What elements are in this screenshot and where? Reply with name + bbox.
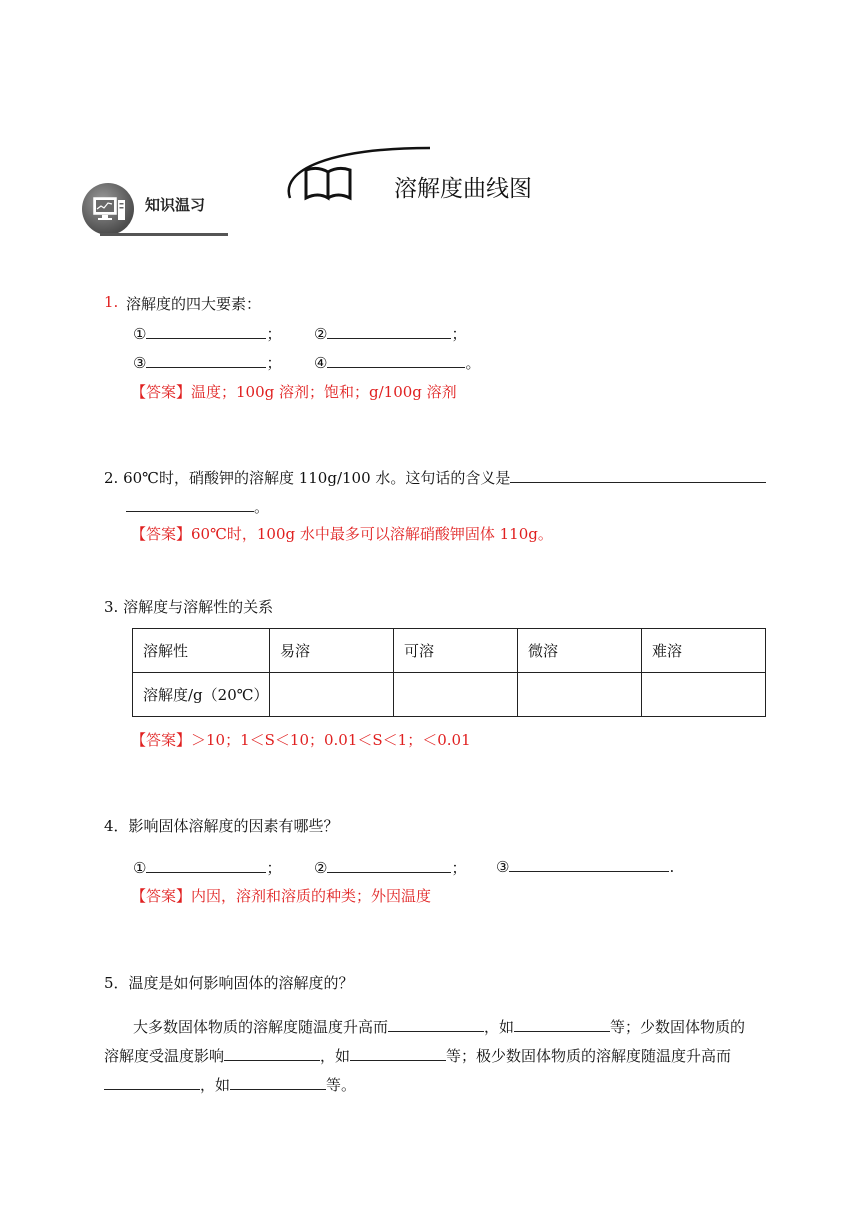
table-cell: 易溶: [270, 629, 394, 673]
q5-text: 5．温度是如何影响固体的溶解度的？: [104, 974, 354, 992]
q1-number: 1.: [104, 293, 119, 311]
section-badge-label: 知识温习: [145, 196, 206, 214]
q4-text: 4．影响固体溶解度的因素有哪些？: [104, 817, 339, 835]
q3-answer: 【答案】＞10；1＜S＜10；0.01＜S＜1；＜0.01: [131, 731, 471, 749]
blank-field[interactable]: [230, 1075, 326, 1090]
table-cell-blank[interactable]: [642, 673, 766, 717]
q1-item-2: ② ；: [314, 325, 467, 343]
q4-answer: 【答案】内因，溶剂和溶质的种类；外因温度: [131, 887, 432, 905]
q4-item-3: ③ .: [496, 858, 675, 876]
badge-underline: [100, 233, 228, 236]
blank-field[interactable]: [327, 353, 465, 368]
table-cell: 溶解性: [133, 629, 270, 673]
page-title: 溶解度曲线图: [394, 176, 532, 202]
q5-line-2: 溶解度受温度影响 ，如 等；极少数固体物质的溶解度随温度升高而: [104, 1047, 732, 1065]
table-row: [133, 673, 766, 717]
q1-item-1: ① ；: [133, 325, 282, 343]
table-row: [133, 629, 766, 673]
q2-continuation: 。: [126, 496, 269, 517]
blank-field[interactable]: [146, 324, 266, 339]
q4-item-2: ② ；: [314, 859, 467, 877]
blank-field[interactable]: [327, 324, 451, 339]
blank-field[interactable]: [388, 1017, 484, 1032]
table-cell-blank[interactable]: [518, 673, 642, 717]
table-cell: 微溶: [518, 629, 642, 673]
q3-text: 3. 溶解度与溶解性的关系: [104, 598, 274, 616]
table-cell: 难溶: [642, 629, 766, 673]
blank-field[interactable]: [514, 1017, 610, 1032]
table-cell-blank[interactable]: [394, 673, 518, 717]
q1-item-4: ④ 。: [314, 354, 481, 372]
q1-text: 溶解度的四大要素：: [126, 295, 262, 313]
blank-field[interactable]: [126, 497, 254, 512]
blank-field[interactable]: [509, 857, 669, 872]
blank-field[interactable]: [146, 858, 266, 873]
blank-field[interactable]: [104, 1075, 200, 1090]
solubility-table: [132, 628, 766, 717]
blank-field[interactable]: [510, 468, 766, 483]
blank-field[interactable]: [327, 858, 451, 873]
table-cell: 可溶: [394, 629, 518, 673]
q5-line-1: 大多数固体物质的溶解度随温度升高而 ，如 等；少数固体物质的: [133, 1018, 746, 1036]
monitor-icon: [92, 195, 128, 225]
q2-answer: 【答案】60℃时，100g 水中最多可以溶解硝酸钾固体 110g。: [131, 525, 553, 543]
q5-line-3: ，如 等。: [104, 1074, 356, 1095]
q1-answer: 【答案】温度；100g 溶剂；饱和；g/100g 溶剂: [131, 383, 457, 401]
q2-text: 2. 60℃时，硝酸钾的溶解度 110g/100 水。这句话的含义是: [104, 467, 766, 488]
q1-item-3: ③ ；: [133, 354, 282, 372]
table-cell-blank[interactable]: [270, 673, 394, 717]
blank-field[interactable]: [224, 1046, 320, 1061]
q4-item-1: ① ；: [133, 859, 282, 877]
table-cell: 溶解度/g（20℃）: [133, 673, 270, 717]
blank-field[interactable]: [146, 353, 266, 368]
blank-field[interactable]: [350, 1046, 446, 1061]
